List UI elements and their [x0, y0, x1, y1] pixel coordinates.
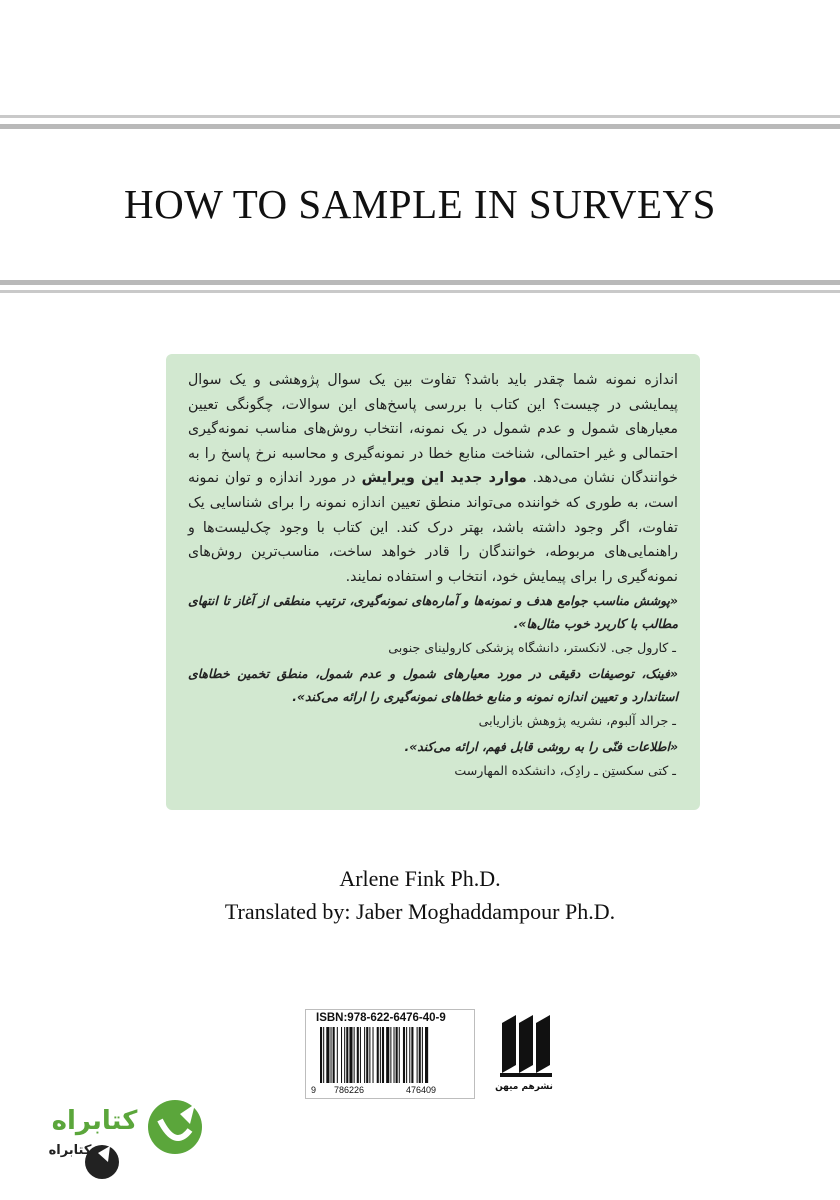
barcode-bar	[354, 1027, 355, 1083]
barcode-bar	[417, 1027, 418, 1083]
barcode-bar	[369, 1027, 370, 1083]
barcode-bar	[320, 1027, 322, 1083]
barcode-bar	[323, 1027, 324, 1083]
barcode-bar	[403, 1027, 405, 1083]
barcode-bar	[382, 1027, 384, 1083]
review-attribution: ـ کتی سکستِن ـ رادِک، دانشکده المهارست	[454, 763, 676, 779]
new-edition-text: در مورد اندازه و توان نمونه است، به طوری که خواننده می‌تواند منطق تعیین اندازه نمونه را برای شناسایی یک تفاوت، اگر وجود داشته باشد، بهتر درک کند. این کتاب با وجود چک‌لیست‌ها و راهنمایی‌های مربوطه، خوانندگان را قادر خواهد ساخت، مناسب‌ترین روش‌های نمونه‌گیری را برای پیمایش خود، انتخاب و استفاده نمایند.	[188, 470, 678, 585]
barcode-bar	[396, 1027, 398, 1083]
barcode-bar	[390, 1027, 391, 1083]
review-quote: «فینک، توصیفات دقیقی در مورد معیارهای شمول و عدم شمول، منطق تخمین خطاهای استاندارد و تعیین اندازه نمونه و منابع خطاهای نمونه‌گیری را ارائه می‌کند».	[188, 666, 678, 705]
bottom-rule-thin	[0, 290, 840, 293]
barcode-bar	[366, 1027, 368, 1083]
barcode-bar	[326, 1027, 329, 1083]
barcode-bar	[425, 1027, 428, 1083]
barcode-bar	[346, 1027, 348, 1083]
isbn-barcode	[305, 1009, 475, 1099]
barcode-bar	[333, 1027, 335, 1083]
barcode-bar	[364, 1027, 365, 1083]
review-attribution: ـ کارول جی. لانکستر، دانشگاه پزشکی کارولینای جنوبی	[388, 640, 676, 656]
barcode-bar	[377, 1027, 379, 1083]
barcode-bar	[411, 1027, 413, 1083]
blurb-panel	[166, 354, 700, 810]
books-logo-icon	[498, 1013, 556, 1079]
translator-credit: Translated by: Jaber Moghaddampour Ph.D.	[224, 899, 616, 924]
review-attribution: ـ جرالد آلبوم، نشریه پژوهش بازاریابی	[478, 713, 676, 729]
barcode-bar	[360, 1027, 361, 1083]
isbn-label: ISBN:978-622-6476-40-9	[316, 1012, 446, 1024]
review-quote: «پوشش مناسب جوامع هدف و نمونه‌ها و آماره‌های نمونه‌گیری، ترتیب منطقی از آغاز تا انتهای مطالب با کاربرد خوب مثال‌ها».	[188, 593, 678, 632]
barcode-bar	[422, 1027, 423, 1083]
book-title: HOW TO SAMPLE IN SURVEYS	[124, 181, 716, 227]
new-edition-bold: موارد جدید این ویرایش	[361, 470, 527, 487]
barcode-bar	[409, 1027, 410, 1083]
author-credit: Arlene Fink Ph.D.	[339, 866, 501, 891]
barcode-bar	[331, 1027, 332, 1083]
barcode-bar	[380, 1027, 381, 1083]
barcode-digit-lead: 9	[311, 1085, 317, 1095]
barcode-bar	[349, 1027, 352, 1083]
barcode-bar	[357, 1027, 359, 1083]
bottom-rule-thick	[0, 280, 840, 285]
publisher-name: نشرهم میهن	[495, 1082, 553, 1092]
blurb-intro-text: اندازه نمونه شما چقدر باید باشد؟ تفاوت بین یک سوال پژوهشی و یک سوال پیمایشی در چیست؟ این کتاب با بررسی پاسخ‌های این سوالات، چگونگی تعیین معیارهای شمول و عدم شمول در یک نمونه، انتخاب روش‌های مناسب نمونه‌گیری احتمالی و غیر احتمالی، شناخت منابع خطا در نمونه‌گیری و محاسبه نرخ پاسخ را به خوانندگان نشان می‌دهد.	[188, 372, 678, 487]
barcode-bar	[386, 1027, 389, 1083]
barcode-bar	[394, 1027, 395, 1083]
top-rule-thick	[0, 124, 840, 129]
barcode-bar	[337, 1027, 338, 1083]
barcode-bar	[373, 1027, 374, 1083]
barcode-digits-right: 476409	[406, 1085, 437, 1095]
barcode-bars	[312, 1027, 470, 1093]
watermark-text-small: کتابراه	[48, 1143, 92, 1158]
barcode-bar	[419, 1027, 421, 1083]
barcode-bar	[406, 1027, 407, 1083]
barcode-bar	[344, 1027, 345, 1083]
barcode-bar	[341, 1027, 342, 1083]
review-quote: «اطلاعات فنّی را به روشی قابل فهم، ارائه می‌کند».	[404, 739, 678, 755]
barcode-bar	[399, 1027, 400, 1083]
blurb-intro	[188, 368, 678, 589]
barcode-digits-left: 786226	[334, 1085, 365, 1095]
top-rule-thin-1	[0, 115, 840, 118]
watermark-text: کتابراه	[51, 1106, 138, 1136]
